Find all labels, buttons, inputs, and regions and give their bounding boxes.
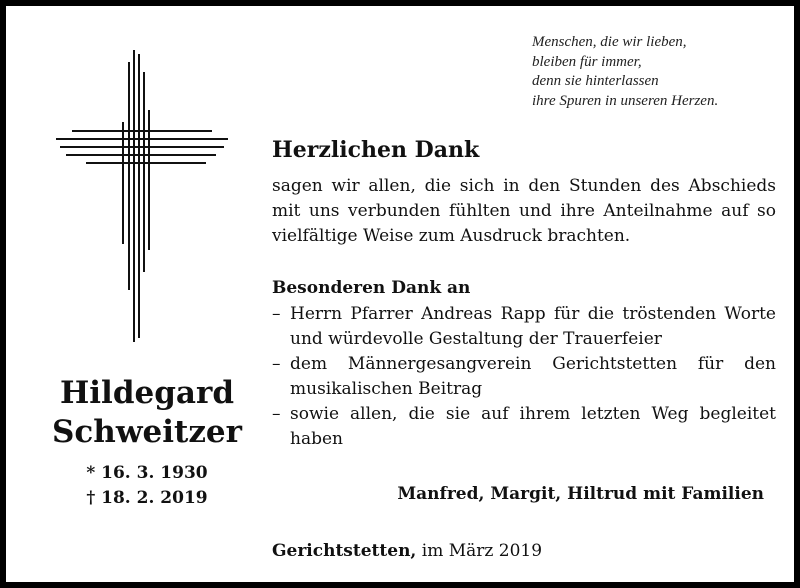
list-item-text: sowie allen, die sie auf ihrem letzten Weg begleitet haben [290, 404, 776, 449]
dash-marker: – [272, 304, 281, 324]
first-name: Hildegard [59, 375, 234, 411]
poem-line: denn sie hinterlassen [532, 73, 659, 89]
death-date: † 18. 2. 2019 [86, 488, 208, 508]
signature: Manfred, Margit, Hiltrud mit Familien [397, 484, 764, 504]
last-name: Schweitzer [52, 414, 242, 450]
special-thanks-heading: Besonderen Dank an [272, 278, 471, 298]
dash-marker: – [272, 354, 281, 374]
poem-line: bleiben für immer, [532, 53, 642, 70]
poem-line: ihre Spuren in unseren Herzen. [532, 92, 719, 109]
list-item-text: Herrn Pfarrer Andreas Rapp für die tröstenden Worte und würdevolle Gestaltung der Trauerfeier [290, 304, 776, 349]
special-thanks-list [272, 302, 776, 452]
place-date [272, 541, 542, 561]
life-dates [42, 461, 252, 511]
dash-marker: – [272, 404, 281, 424]
place-month: im März 2019 [421, 541, 543, 561]
birth-date: * 16. 3. 1930 [86, 463, 208, 483]
list-item-text: dem Männergesangverein Gerichtstetten für den musikalischen Beitrag [290, 354, 776, 399]
list-item [272, 352, 776, 402]
memorial-poem [532, 33, 718, 111]
list-item [272, 402, 776, 452]
list-item [272, 302, 776, 352]
thanks-intro: sagen wir allen, die sich in den Stunden des Abschieds mit uns verbunden fühlten und ihre Anteilnahme auf so vielfältige Weise zum Ausdruck brachten. [272, 176, 776, 246]
place-town: Gerichtstetten, [272, 541, 417, 561]
cross-icon [56, 50, 228, 342]
thanks-heading: Herzlichen Dank [272, 137, 480, 163]
poem-line: Menschen, die wir lieben, [532, 34, 687, 50]
deceased-name [42, 374, 252, 452]
